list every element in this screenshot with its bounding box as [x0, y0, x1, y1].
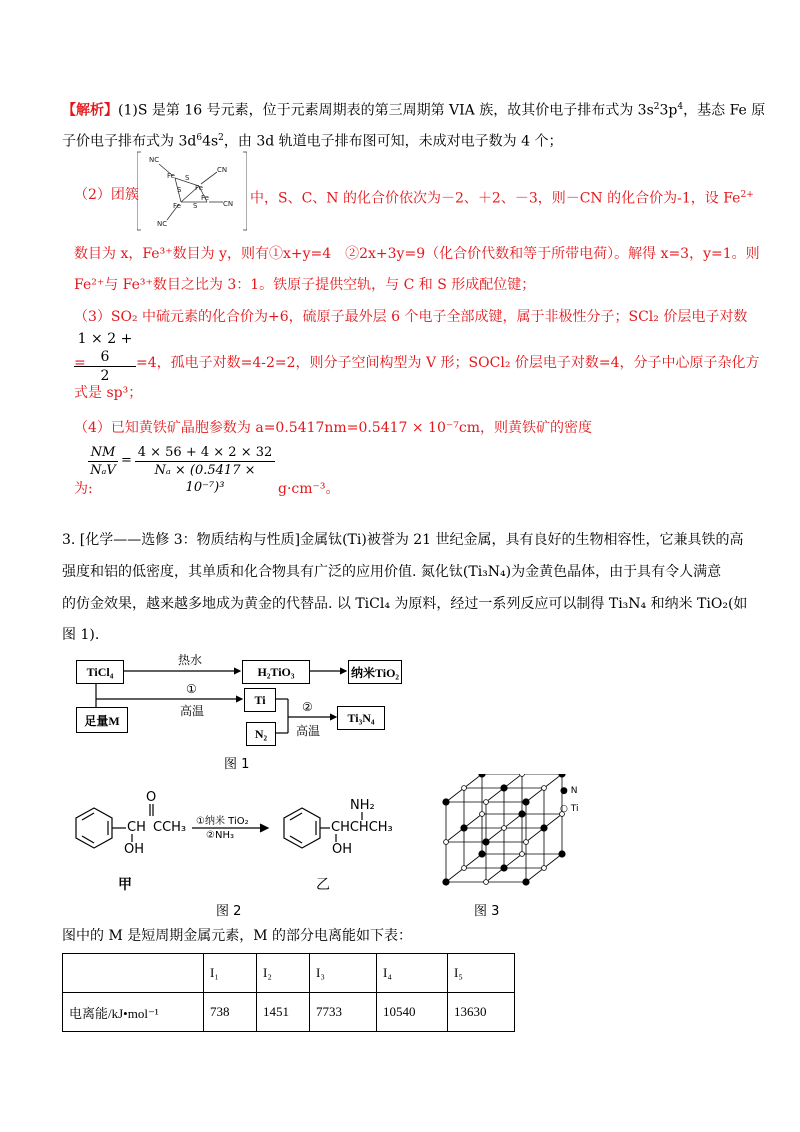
ti-atom [524, 840, 529, 845]
p3-equals: = [74, 355, 86, 371]
table-header-row [63, 954, 515, 993]
table-cell: 738 [204, 993, 257, 1032]
ti-atom [462, 866, 467, 871]
box-ti3n4: Ti₃N₄ [337, 706, 385, 730]
compound-yi: 乙 [316, 877, 330, 893]
analysis-p4-line-1: （4）已知黄铁矿晶胞参数为 a=0.5417nm=0.5417 × 10⁻⁷cm，则黄铁矿的密度 [74, 420, 592, 436]
figure-3-caption: 图 3 [474, 904, 500, 919]
label-step-2: ② [302, 700, 313, 714]
ti-atom [484, 880, 489, 885]
n-atom [479, 774, 485, 777]
analysis-line-1: 【解析】(1)S 是第 16 号元素，位于元素周期表的第三周期第 VIA 族，故其价电子排布式为 $3s^23p^4$，基态 Fe 原 [62, 102, 766, 119]
analysis-p2-text: 中，S、C、N 的化合价依次为－2、＋2、－3，则－CN 的化合价为-1，设 $Fe^{2+}$ [250, 190, 754, 207]
n-atom [443, 879, 449, 885]
analysis-p2-line-2: 数目为 x，Fe³⁺数目为 y，则有①x+y=4 ②2x+3y=9（化合价代数和等于所带电荷）。解得 x=3，y=1。则 [74, 246, 760, 262]
ti-atom [542, 866, 547, 871]
fe-s-cluster-diagram [137, 150, 247, 232]
table-header-cell: I₅ [448, 954, 515, 993]
analysis-line-2: 子价电子排布式为 $3d^64s^2$，由 3d 轨道电子排布图可知，未成对电子数为 4 个； [62, 133, 563, 150]
cluster-label: S [177, 186, 182, 194]
table-row-label: 电离能/kJ•mol⁻¹ [63, 993, 204, 1032]
label-hot-water: 热水 [178, 653, 203, 667]
n-atom [443, 799, 449, 805]
benzene-ring-icon [76, 808, 112, 848]
p3-fraction: 1 × 2 + 6 2 [74, 330, 136, 385]
p4-rhs-fraction: 4 × 56 + 4 × 2 × 32 Nₐ × (0.5417 × 10⁻⁷)³ [135, 444, 275, 496]
n-atom [479, 851, 485, 857]
question-line-4: 图 1). [62, 627, 100, 643]
table-row [63, 993, 515, 1032]
box-nano-tio2: 纳米TiO₂ [348, 660, 402, 684]
table-cell: 7733 [310, 993, 377, 1032]
table-header-cell: I₃ [310, 954, 377, 993]
cluster-label: Fe [201, 194, 209, 202]
arrow-condition-top: ①纳米 TiO₂ [196, 816, 249, 827]
ti-atom [502, 826, 507, 831]
cluster-label: Fe [167, 172, 175, 180]
left-oh: OH [124, 842, 145, 857]
p4-unit: g·cm⁻³。 [278, 481, 340, 497]
question-line-3: 的仿金效果，越来越多地成为黄金的代替品. 以 TiCl₄ 为原料，经过一系列反应可以制得 Ti₃N₄ 和纳米 TiO₂(如 [62, 596, 748, 612]
table-cell: 13630 [448, 993, 515, 1032]
analysis-p3-line-1: （3）SO₂ 中硫元素的化合价为+6，硫原子最外层 6 个电子全部成键，属于非极性分子；SCl₂ 价层电子对数 [74, 309, 748, 325]
figure-1-caption: 图 1 [224, 757, 250, 772]
cluster-label: S [193, 202, 198, 210]
compound-jia: 甲 [118, 877, 132, 893]
ti-atom [520, 774, 525, 776]
question-line-2: 强度和铝的低密度，其单质和化合物具有广泛的应用价值. 氮化钛(Ti₃N₄)为金黄色晶体，由于具有令人满意 [62, 564, 722, 580]
ti-atom [462, 786, 467, 791]
cluster-label: NC [157, 220, 168, 228]
n-atom [483, 839, 489, 845]
table-header-cell: I₂ [257, 954, 310, 993]
label-high-temp-1: 高温 [180, 704, 205, 718]
analysis-tag: 【解析】 [62, 102, 118, 119]
box-n2: N₂ [246, 722, 276, 746]
n-atom [559, 774, 565, 777]
n-atom [519, 811, 525, 817]
table-cell: 1451 [257, 993, 310, 1032]
p4-equals-sign: = [121, 453, 132, 468]
p4-wei: 为: [74, 481, 93, 497]
analysis-p2-line-3: Fe²⁺与 Fe³⁺数目之比为 3：1。铁原子提供空轨，与 C 和 S 形成配位键； [74, 277, 536, 293]
table-header-cell [63, 954, 204, 993]
cluster-label: NC [149, 156, 160, 164]
table-cell: 10540 [377, 993, 448, 1032]
left-cch3: CCH₃ [153, 820, 187, 835]
label-high-temp-2: 高温 [296, 724, 321, 738]
question-line-1: 3. [化学——选修 3：物质结构与性质]金属钛(Ti)被誉为 21 世纪金属，具有良好的生物相容性，它兼具铁的高 [62, 532, 744, 548]
ti-atom [484, 800, 489, 805]
table-intro: 图中的 M 是短周期金属元素，M 的部分电离能如下表： [62, 928, 413, 944]
figure-2-caption: 图 2 [216, 904, 242, 919]
analysis-p3-line-3: 式是 sp³； [74, 385, 143, 401]
box-h2tio3: H₂TiO₃ [242, 660, 310, 684]
n-atom [559, 851, 565, 857]
label-step-1: ① [186, 682, 197, 696]
ti-atom [444, 840, 449, 845]
n-atom [523, 879, 529, 885]
box-excess-m: 足量M [76, 707, 128, 733]
cluster-label: CN [217, 166, 228, 174]
table-header-cell: I₁ [204, 954, 257, 993]
right-oh: OH [332, 842, 353, 857]
ti-atom [480, 812, 485, 817]
left-carbonyl-o: O [146, 790, 157, 805]
benzene-ring-icon [284, 808, 320, 848]
cluster-label: S [185, 174, 190, 182]
right-nh2: NH₂ [350, 798, 375, 813]
analysis-p2-prefix: （2）团簇 [74, 187, 139, 203]
ionization-energy-table [62, 953, 515, 1032]
ti-atom [542, 786, 547, 791]
analysis-p3-line-2: =4，孤电子对数=4-2=2，则分子空间构型为 V 形；SOCl₂ 价层电子对数=4，分子中心原子杂化方 [136, 355, 760, 371]
table-header-cell: I₄ [377, 954, 448, 993]
n-atom [541, 825, 547, 831]
ti-atom [520, 852, 525, 857]
box-ticl4: TiCl₄ [76, 660, 124, 684]
n-atom [501, 785, 507, 791]
cluster-label: CN [223, 200, 234, 208]
left-ch: CH [127, 820, 146, 835]
n-atom [523, 799, 529, 805]
box-ti: Ti [244, 688, 276, 712]
legend-ti: ○ Ti [560, 804, 579, 814]
n-atom [461, 825, 467, 831]
arrow-condition-bottom: ②NH₃ [206, 830, 234, 841]
legend-n: ● N [560, 786, 578, 796]
n-atom [501, 865, 507, 871]
p4-lhs-fraction: NM NₐV [88, 444, 118, 479]
cluster-label: Fe [173, 202, 181, 210]
cluster-label: Fe [195, 184, 203, 192]
right-chchch3: CHCHCH₃ [331, 820, 393, 835]
